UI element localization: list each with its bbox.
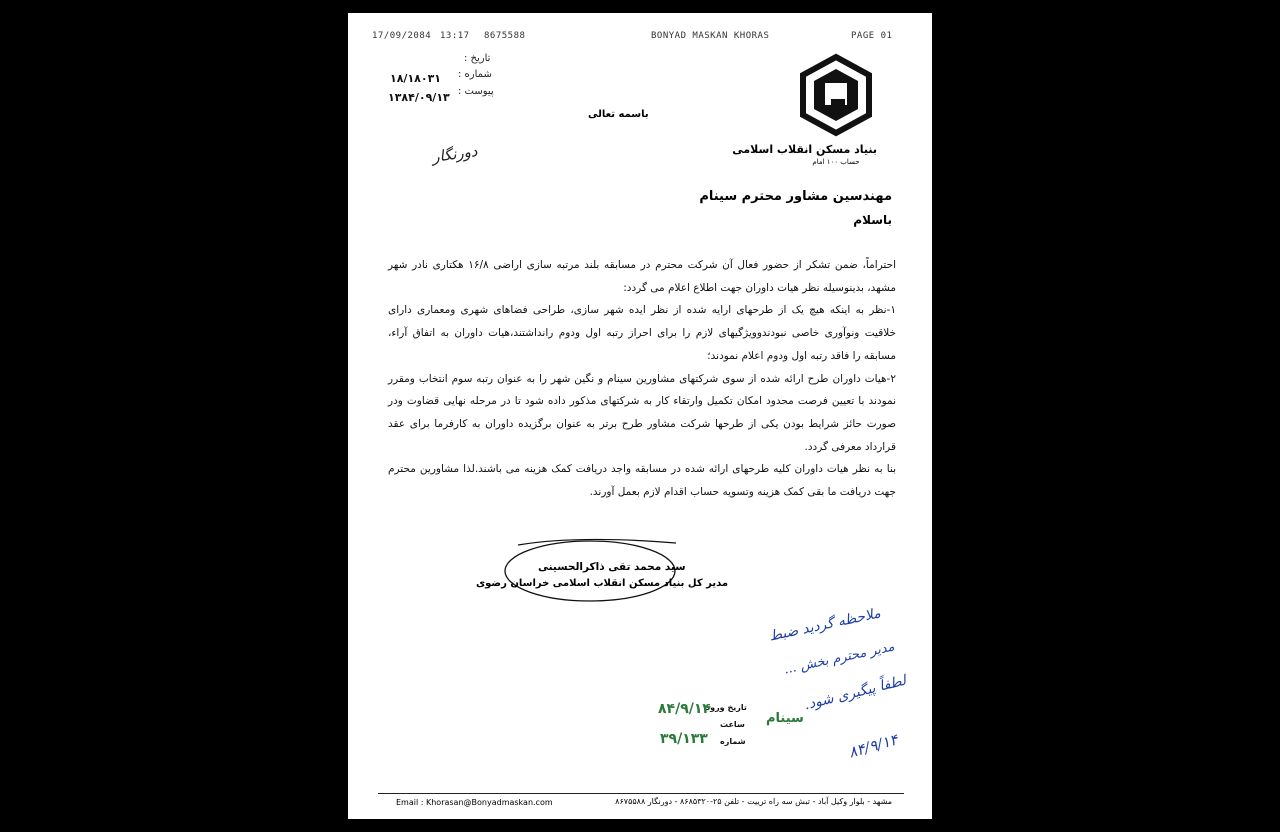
annotation-line-1: ملاحظه گردید ضبط bbox=[767, 605, 883, 645]
logo-title: بنیاد مسکن انقلاب اسلامی bbox=[732, 143, 877, 156]
document-page bbox=[348, 13, 932, 819]
footer-address: مشهد - بلوار وکیل آباد - تبش سه راه ترییت - تلفن ۲۵-۸۶۸۵۳۲۰ - دورنگار ۸۶۷۵۵۸۸ bbox=[615, 797, 892, 806]
letter-number: ۱۸/۱۸۰۳۱ bbox=[390, 72, 442, 85]
letter-date: ۱۳۸۴/۰۹/۱۳ bbox=[388, 91, 450, 104]
stamp-entry-date-label: تاریخ ورود bbox=[706, 703, 747, 712]
paragraph-item-2: ۲-هیات داوران طرح ارائه شده از سوی شرکتهای مشاورین سینام و نگین شهر را به عنوان رتبه سوم انتخاب ومقرر نمودند با تعیین فرصت محدود امکان تکمیل وارتقاء کار به شرکتهای مذکور داده شود تا در مرحله نهایی قضاوت ودر صورت حائز شرایط بودن یکی از طرحها شرکت مشاور طرح برتر به عنوان برگزیده داوران به کارفرما برای عقد قرارداد معرفی گردد. bbox=[388, 372, 896, 453]
stamp-entry-date: ۸۴/۹/۱۴ bbox=[658, 701, 711, 717]
logo-emblem-icon bbox=[795, 53, 877, 137]
signatory-name: سید محمد تقی ذاکرالحسینی bbox=[538, 561, 686, 573]
fax-date: 17/09/2084 bbox=[372, 31, 432, 41]
paragraph-conclusion: بنا به نظر هیات داوران کلیه طرحهای ارائه شده در مسابقه واجد دریافت کمک هزینه می باشند.لذا مشاورین محترم جهت دریافت ما بقی کمک هزینه وتسویه حساب اقدام لازم بعمل آورند. bbox=[388, 463, 896, 499]
fax-number: 8675588 bbox=[484, 31, 526, 41]
fax-time: 13:17 bbox=[440, 31, 470, 41]
recipient: مهندسین مشاور محترم سینام bbox=[699, 189, 892, 204]
attachment-label: پیوست : bbox=[458, 86, 494, 97]
paragraph-item-1: ۱-نظر به اینکه هیچ یک از طرحهای ارایه شده از نظر ایده شهر سازی، طراحی فضاهای شهری ومعماری دارای خلاقیت ونوآوری خاصی نبودندوویژگیهای لازم را برای احراز رتبه اول ودوم رانداشتند،هیات داوران به اتفاق آراء، مسابقه را فاقد رتبه اول ودوم اعلام نمودند؛ bbox=[388, 304, 896, 362]
stamp-number-label: شماره bbox=[720, 737, 746, 746]
annotation-line-2: مدیر محترم بخش ... bbox=[782, 639, 896, 678]
letter-body bbox=[388, 254, 896, 504]
stamp-number: ۳۹/۱۳۳ bbox=[660, 731, 708, 747]
invocation: باسمه تعالی bbox=[588, 109, 649, 120]
annotation-date: ۸۴/۹/۱۴ bbox=[846, 730, 900, 762]
footer-divider bbox=[378, 793, 904, 794]
handwritten-fax-note: دورنگار bbox=[430, 141, 479, 167]
annotation-line-3: لطفاً پیگیری شود. bbox=[802, 672, 908, 714]
fax-page: PAGE 01 bbox=[851, 31, 893, 41]
signatory-title: مدیر کل بنیاد مسکن انقلاب اسلامی خراسان رضوی bbox=[476, 578, 729, 589]
paragraph-intro: احتراماً، ضمن تشکر از حضور فعال آن شرکت محترم در مسابقه بلند مرتبه سازی اراضی ۱۶/۸ هکتاری نادر شهر مشهد، بدینوسیله نظر هیات داوران جهت اطلاع اعلام می گردد: bbox=[388, 259, 896, 294]
stamp-company: سینام bbox=[766, 711, 804, 726]
stamp-time-label: ساعت bbox=[720, 720, 745, 729]
date-label: تاریخ : bbox=[464, 53, 491, 64]
logo-account: حساب ۱۰۰ امام bbox=[812, 158, 860, 166]
number-label: شماره : bbox=[458, 69, 492, 80]
greeting: باسلام bbox=[853, 213, 892, 227]
bonyad-maskan-logo bbox=[732, 53, 877, 173]
fax-sender: BONYAD MASKAN KHORAS bbox=[651, 31, 770, 41]
footer-email: Email : Khorasan@Bonyadmaskan.com bbox=[396, 798, 553, 807]
